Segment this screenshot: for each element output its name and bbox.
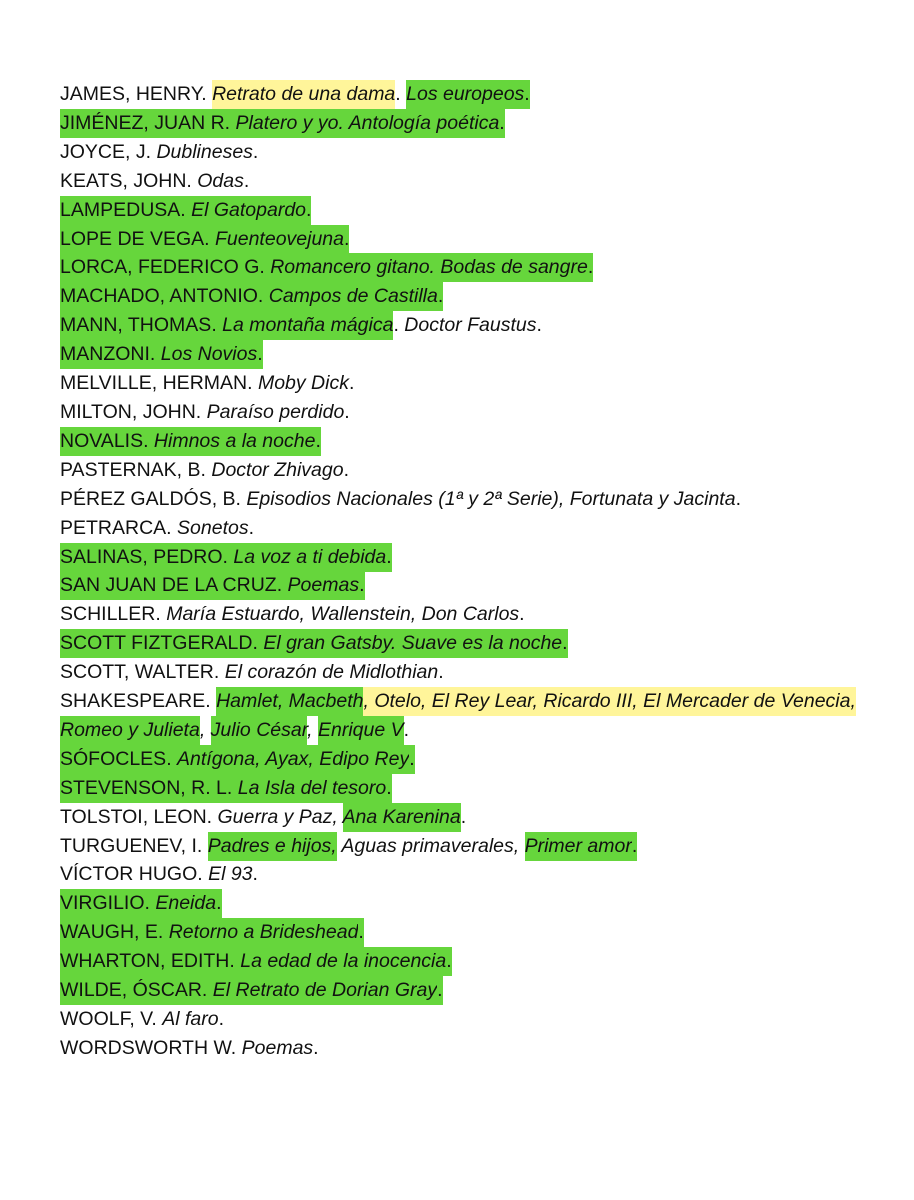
- list-item: [60, 369, 874, 398]
- entry-text: WILDE, ÓSCAR.: [60, 976, 213, 1005]
- entry-text: .: [735, 487, 741, 510]
- entry-text: SÓFOCLES.: [60, 745, 177, 774]
- entry-text: VIRGILIO.: [60, 889, 155, 918]
- work-title: Retrato de una dama: [212, 80, 395, 109]
- entry-text: .: [437, 976, 442, 1005]
- list-item: [60, 196, 874, 225]
- list-item: [60, 311, 874, 340]
- work-title: ,: [332, 805, 343, 828]
- list-item: [60, 803, 874, 832]
- work-title: Dublineses: [156, 140, 253, 163]
- list-item: [60, 340, 874, 369]
- entry-text: .: [393, 314, 405, 337]
- list-item: [60, 571, 874, 600]
- list-item: [60, 687, 874, 745]
- list-item: [60, 427, 874, 456]
- work-title: Enrique V: [318, 716, 404, 745]
- work-title: Moby Dick: [257, 372, 349, 395]
- entry-text: .: [395, 83, 407, 105]
- entry-text: MILTON, JOHN.: [60, 400, 207, 423]
- list-item: [60, 80, 874, 109]
- list-item: [60, 976, 874, 1005]
- work-title: María Estuardo, Wallenstein, Don Carlos: [166, 603, 520, 626]
- work-title: Paraíso perdido: [206, 400, 345, 423]
- entry-text: SAN JUAN DE LA CRUZ.: [60, 571, 288, 600]
- work-title: El 93: [208, 863, 253, 886]
- work-title: Al faro: [162, 1008, 219, 1030]
- work-title: Los europeos: [406, 80, 524, 109]
- list-item: [60, 918, 874, 947]
- list-item: [60, 600, 874, 629]
- entry-text: .: [409, 745, 414, 774]
- work-title: Otelo, El Rey Lear, Ricardo III, El Mercader de Venecia,: [374, 687, 856, 716]
- work-title: El corazón de Midlothian: [224, 661, 439, 684]
- work-title: El Retrato de Dorian Gray: [213, 976, 437, 1005]
- work-title: Platero y yo. Antología poética: [236, 109, 500, 138]
- work-title: Episodios Nacionales (1ª y 2ª Serie), Fortunata y Jacinta: [246, 487, 736, 510]
- list-item: [60, 629, 874, 658]
- entry-text: SCOTT FIZTGERALD.: [60, 629, 263, 658]
- work-title: Antígona, Ayax, Edipo Rey: [177, 745, 409, 774]
- list-item: [60, 543, 874, 572]
- entry-text: WORDSWORTH W.: [60, 1036, 242, 1059]
- work-title: Romeo y Julieta: [60, 716, 200, 745]
- work-title: Poemas: [241, 1036, 314, 1059]
- entry-text: VÍCTOR HUGO.: [60, 863, 209, 886]
- entry-text: JIMÉNEZ, JUAN R.: [60, 109, 236, 138]
- entry-text: .: [632, 832, 637, 861]
- entry-text: SHAKESPEARE.: [60, 690, 217, 713]
- entry-text: MACHADO, ANTONIO.: [60, 282, 269, 311]
- entry-text: NOVALIS.: [60, 427, 154, 456]
- work-title: La Isla del tesoro: [238, 774, 387, 803]
- work-title: Romancero gitano. Bodas de sangre: [270, 253, 588, 282]
- entry-text: .: [344, 400, 350, 423]
- list-item: [60, 138, 874, 167]
- entry-text: LAMPEDUSA.: [60, 196, 191, 225]
- work-title: Doctor Faustus: [404, 314, 537, 337]
- list-item: [60, 889, 874, 918]
- work-title: La edad de la inocencia: [240, 947, 446, 976]
- list-item: [60, 1034, 874, 1063]
- entry-text: .: [344, 225, 349, 254]
- work-title: Aguas primaverales,: [336, 834, 525, 857]
- work-title: ,: [363, 687, 374, 716]
- list-item: [60, 947, 874, 976]
- reading-list: [60, 80, 874, 1063]
- work-title: Julio César: [211, 716, 307, 745]
- work-title: La voz a ti debida: [233, 543, 386, 572]
- work-title: Poemas: [288, 571, 360, 600]
- entry-text: PETRARCA.: [60, 516, 178, 539]
- entry-text: .: [252, 863, 258, 886]
- entry-text: WAUGH, E.: [60, 918, 169, 947]
- entry-text: .: [562, 629, 567, 658]
- entry-text: MANN, THOMAS.: [60, 311, 222, 340]
- work-title: Hamlet, Macbeth: [216, 687, 363, 716]
- entry-text: .: [588, 253, 593, 282]
- entry-text: KEATS, JOHN.: [60, 169, 198, 192]
- entry-text: .: [252, 140, 259, 163]
- entry-text: MELVILLE, HERMAN.: [60, 372, 258, 395]
- entry-text: WHARTON, EDITH.: [60, 947, 240, 976]
- entry-text: SALINAS, PEDRO.: [60, 543, 233, 572]
- entry-text: LOPE DE VEGA.: [60, 225, 215, 254]
- entry-text: SCOTT, WALTER.: [60, 661, 225, 684]
- work-title: Padres e hijos,: [208, 832, 337, 861]
- entry-text: .: [243, 169, 250, 192]
- work-title: ,: [307, 718, 318, 741]
- work-title: Doctor Zhivago: [211, 458, 344, 481]
- work-title: Himnos a la noche: [154, 427, 316, 456]
- work-title: Eneida: [155, 889, 216, 918]
- entry-text: .: [348, 372, 355, 395]
- entry-text: .: [524, 80, 529, 109]
- entry-text: .: [386, 543, 391, 572]
- work-title: Fuenteovejuna: [215, 225, 344, 254]
- list-item: [60, 774, 874, 803]
- list-item: [60, 282, 874, 311]
- entry-text: .: [315, 427, 320, 456]
- entry-text: .: [386, 774, 391, 803]
- entry-text: .: [216, 889, 221, 918]
- work-title: Sonetos: [177, 516, 249, 539]
- entry-text: PÉREZ GALDÓS, B.: [60, 487, 247, 510]
- entry-text: TOLSTOI, LEON.: [60, 805, 218, 828]
- entry-text: .: [358, 918, 363, 947]
- list-item: [60, 398, 874, 427]
- entry-text: .: [438, 282, 443, 311]
- work-title: Primer amor: [525, 832, 632, 861]
- entry-text: .: [257, 340, 262, 369]
- work-title: El gran Gatsby. Suave es la noche: [263, 629, 562, 658]
- work-title: Los Novios: [161, 340, 257, 369]
- entry-text: .: [359, 571, 364, 600]
- work-title: La montaña mágica: [222, 311, 393, 340]
- entry-text: JOYCE, J.: [60, 140, 157, 163]
- entry-text: .: [313, 1036, 319, 1059]
- entry-text: LORCA, FEDERICO G.: [60, 253, 270, 282]
- entry-text: .: [306, 196, 311, 225]
- work-title: Retorno a Brideshead: [169, 918, 359, 947]
- work-title: Guerra y Paz: [217, 805, 333, 828]
- work-title: Campos de Castilla: [269, 282, 438, 311]
- entry-text: .: [536, 314, 542, 337]
- list-item: [60, 167, 874, 196]
- list-item: [60, 109, 874, 138]
- work-title: El Gatopardo: [191, 196, 306, 225]
- list-item: [60, 514, 874, 543]
- list-item: [60, 456, 874, 485]
- entry-text: .: [343, 458, 350, 481]
- entry-text: SCHILLER.: [60, 603, 167, 626]
- entry-text: WOOLF, V.: [60, 1008, 163, 1030]
- work-title: Ana Karenina: [343, 803, 461, 832]
- entry-text: .: [446, 947, 451, 976]
- entry-text: .: [438, 661, 444, 684]
- list-item: [60, 658, 874, 687]
- entry-text: .: [218, 1008, 225, 1030]
- list-item: [60, 253, 874, 282]
- entry-text: .: [460, 805, 467, 828]
- entry-text: STEVENSON, R. L.: [60, 774, 238, 803]
- list-item: [60, 832, 874, 861]
- entry-text: .: [403, 718, 410, 741]
- list-item: [60, 485, 874, 514]
- entry-text: .: [519, 603, 525, 626]
- entry-text: MANZONI.: [60, 340, 161, 369]
- work-title: Odas: [197, 169, 244, 192]
- work-title: ,: [199, 718, 211, 741]
- list-item: [60, 1005, 874, 1034]
- entry-text: TURGUENEV, I.: [60, 834, 208, 857]
- entry-text: JAMES, HENRY.: [60, 83, 213, 105]
- list-item: [60, 225, 874, 254]
- list-item: [60, 860, 874, 889]
- entry-text: .: [499, 109, 504, 138]
- list-item: [60, 745, 874, 774]
- entry-text: .: [248, 516, 255, 539]
- entry-text: PASTERNAK, B.: [60, 458, 212, 481]
